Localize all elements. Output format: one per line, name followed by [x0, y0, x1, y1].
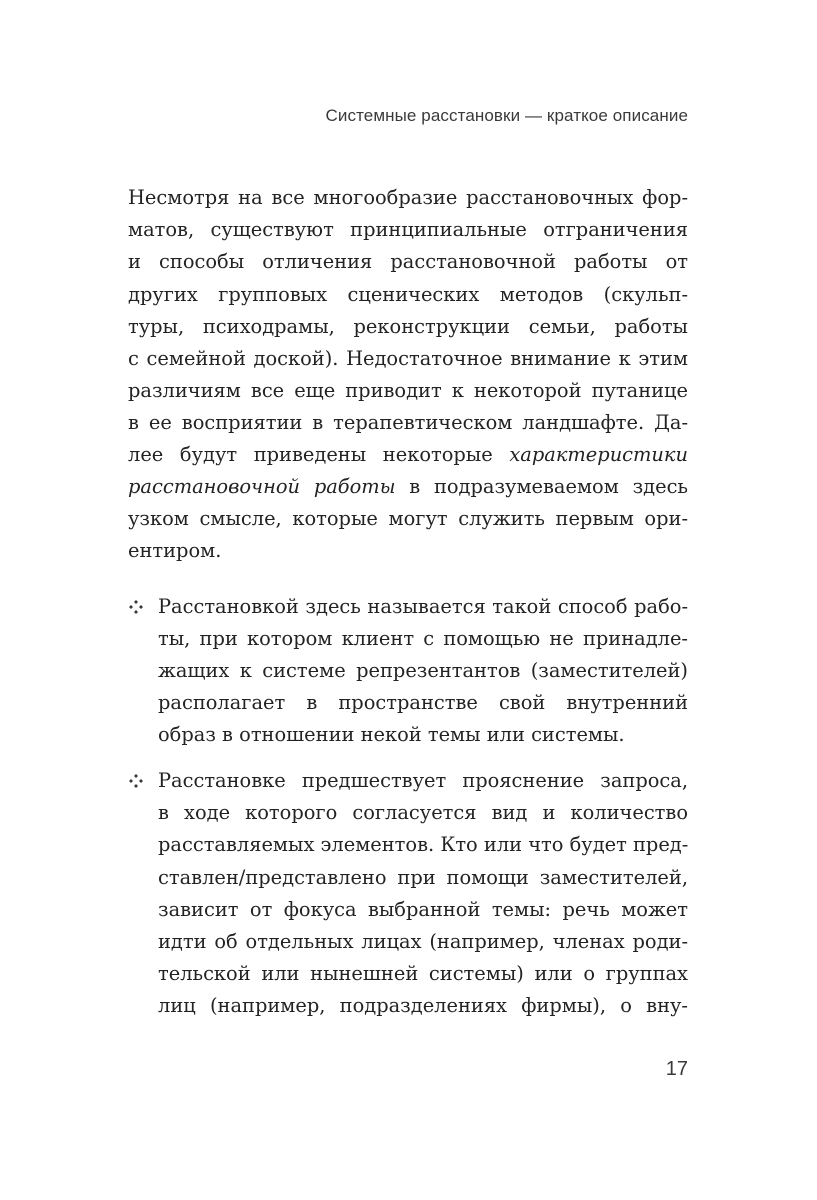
text-line: с семейной доской). Недостаточное внимание к этим [128, 347, 688, 370]
text-line: лиц (например, подразделениях фирмы), о вну- [158, 994, 688, 1017]
text-line: различиям все еще приводит к некоторой путанице [128, 379, 688, 402]
text-segment: лее будут приведены некоторые [128, 443, 493, 466]
text-line: идти об отдельных лицах (например, членах роди- [158, 930, 688, 953]
text-line: Несмотря на все многообразие расстановочных фор- [128, 186, 688, 209]
text-line-mixed [128, 471, 688, 503]
text-segment: в подразумеваемом здесь [409, 475, 688, 498]
text-line: и способы отличения расстановочной работы от [128, 250, 688, 273]
italic-term: расстановочной работы [128, 475, 396, 498]
text-line: в ходе которого согласуется вид и количество [158, 801, 688, 824]
text-line: туры, психодрамы, реконструкции семьи, работы [128, 315, 688, 338]
text-line: расставляемых элементов. Кто или что будет пред- [158, 833, 689, 856]
italic-term: характеристики [509, 443, 688, 466]
text-line: образ в отношении некой темы или системы. [158, 723, 625, 746]
text-line: матов, существуют принципиальные отграничения [128, 218, 688, 241]
running-header: Системные расстановки — краткое описание [325, 106, 688, 125]
text-line: в ее восприятии в терапевтическом ландшафте. Да- [128, 411, 688, 434]
text-line: ты, при котором клиент с помощью не принадле- [158, 627, 688, 650]
text-line: Расстановкой здесь называется такой способ рабо- [158, 595, 688, 618]
page-number: 17 [665, 1058, 688, 1080]
diamond-bullet-icon [128, 591, 150, 623]
text-line: ставлен/представлено при помощи заместителей, [158, 866, 688, 889]
text-line: тельской или нынешней системы) или о группах [158, 962, 688, 985]
text-line-mixed [128, 439, 688, 471]
text-line: жащих к системе репрезентантов (заместителей) [158, 659, 688, 682]
text-line: узком смысле, которые могут служить первым ори- [128, 507, 688, 530]
text-line: располагает в пространстве свой внутренний [158, 691, 688, 714]
text-line: ентиром. [128, 539, 222, 562]
text-line: зависит от фокуса выбранной темы: речь может [158, 898, 688, 921]
text-line: Расстановке предшествует прояснение запроса, [158, 769, 688, 792]
diamond-bullet-icon [128, 765, 150, 797]
text-line: других групповых сценических методов (скульп- [128, 283, 688, 306]
